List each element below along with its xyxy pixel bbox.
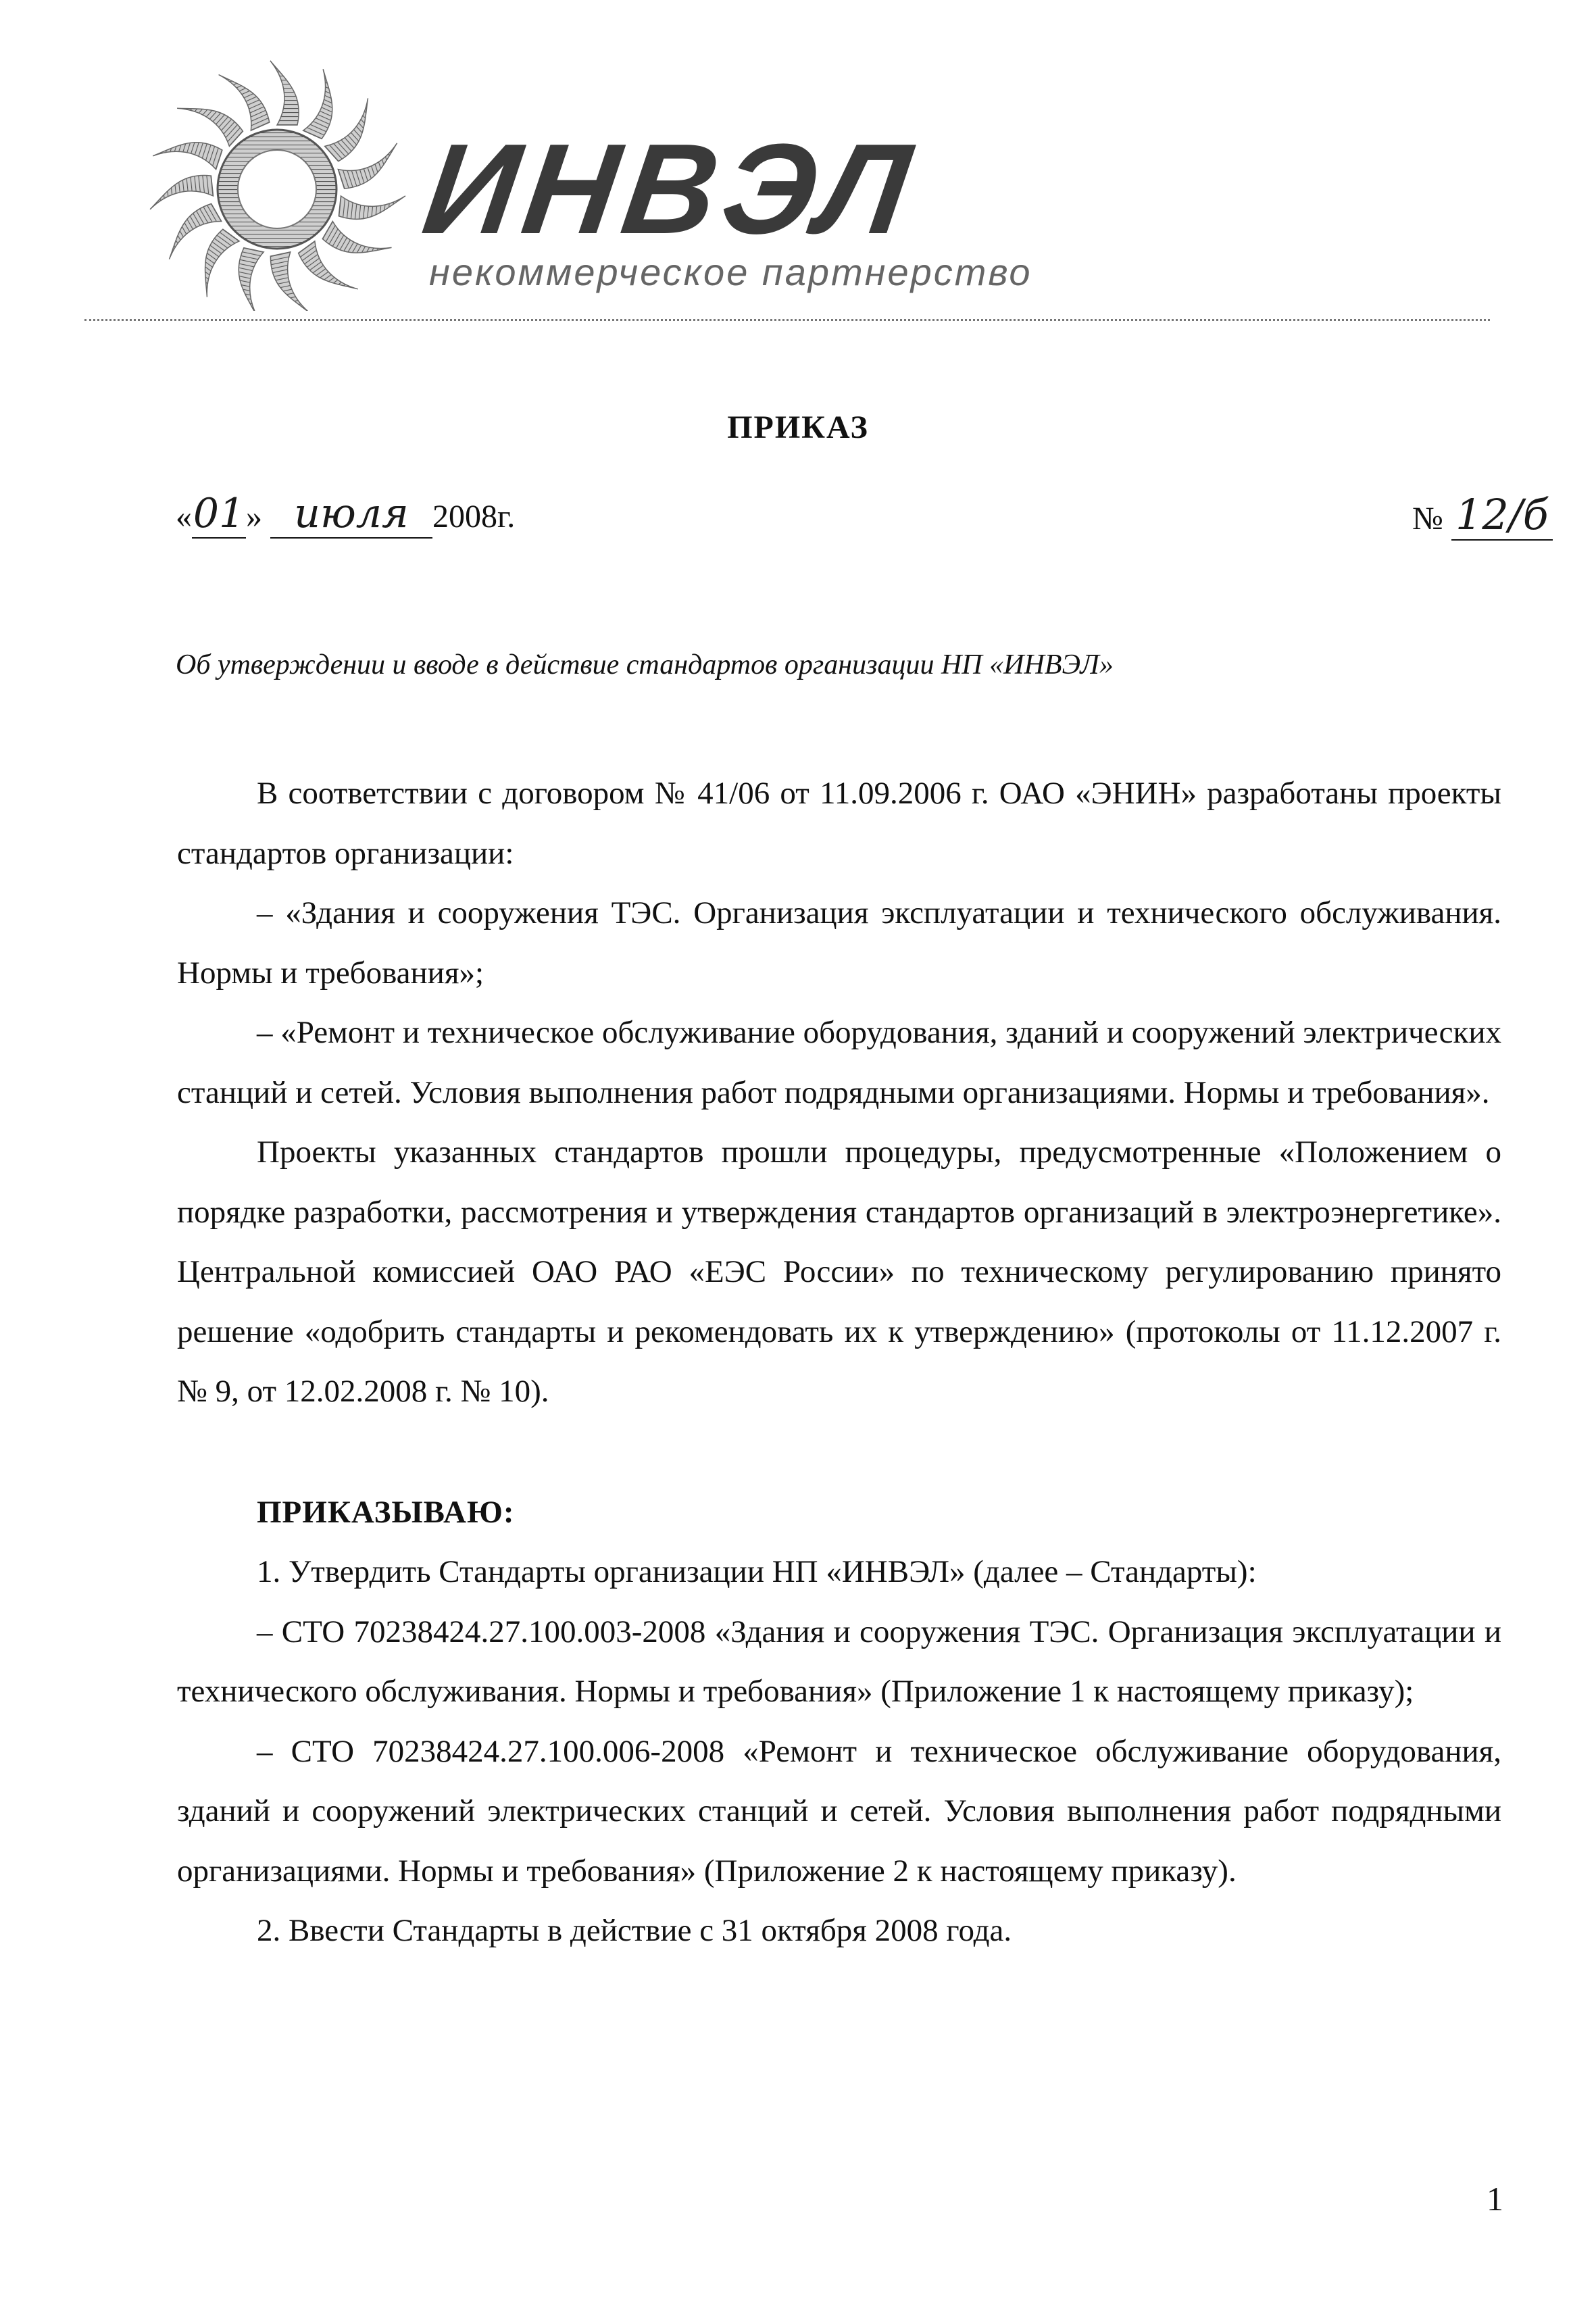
order-item: – СТО 70238424.27.100.003-2008 «Здания и сооружения ТЭС. Организация эксплуатации и технического обслуживания. Нормы и требования» (Приложение 1 к настоящему приказу); (177, 1614, 1501, 1709)
document-body (177, 764, 1501, 1961)
letterhead (142, 47, 1493, 318)
sun-logo-icon (142, 54, 426, 311)
paragraph: Проекты указанных стандартов прошли процедуры, предусмотренные «Положением о порядке разработки, рассмотрения и утверждения стандартов организаций в электроэнергетике». Центральной комиссией ОАО РАО «ЕЭС России» по техническому регулированию принято решение «одобрить стандарты и рекомендовать их к утверждению» (протоколы от 11.12.2007 г. № 9, от 12.02.2008 г. № 10). (177, 1135, 1501, 1409)
date-day: 01 (193, 490, 245, 537)
order-item: 2. Ввести Стандарты в действие с 31 октября 2008 года. (257, 1913, 1012, 1948)
brand-subtitle: некоммерческое партнерство (429, 251, 1032, 293)
order-subject: Об утверждении и вводе в действие стандартов организации НП «ИНВЭЛ» (176, 649, 1114, 680)
order-heading: ПРИКАЗЫВАЮ: (257, 1494, 515, 1530)
number-value: 12/б (1451, 490, 1553, 541)
order-date (176, 490, 515, 539)
order-item: – СТО 70238424.27.100.006-2008 «Ремонт и техническое обслуживание оборудования, зданий и сооружений электрических станций и сетей. Условия выполнения работ подрядными организациями. Нормы и требования» (Приложение 2 к настоящему приказу). (177, 1733, 1501, 1889)
date-close-quote: » (246, 499, 262, 534)
letterhead-divider (84, 319, 1490, 321)
date-month: июля (270, 490, 432, 539)
number-label: № (1412, 501, 1443, 537)
paragraph: – «Ремонт и техническое обслуживание оборудования, зданий и сооружений электрических станций и сетей. Условия выполнения работ подрядными организациями. Нормы и требования». (177, 1015, 1501, 1110)
paragraph: В соответствии с договором № 41/06 от 11.09.2006 г. ОАО «ЭНИН» разработаны проекты стандартов организации: (177, 776, 1501, 871)
date-open-quote: « (176, 499, 192, 534)
order-item: 1. Утвердить Стандарты организации НП «ИНВЭЛ» (далее – Стандарты): (257, 1554, 1257, 1589)
document-title: ПРИКАЗ (727, 409, 869, 445)
brand-name: ИНВЭЛ (416, 118, 925, 261)
order-number (1412, 490, 1553, 541)
page-number: 1 (1487, 2180, 1503, 2218)
paragraph: – «Здания и сооружения ТЭС. Организация эксплуатации и технического обслуживания. Нормы и требования»; (177, 895, 1501, 991)
date-year: 2008г. (432, 499, 516, 534)
